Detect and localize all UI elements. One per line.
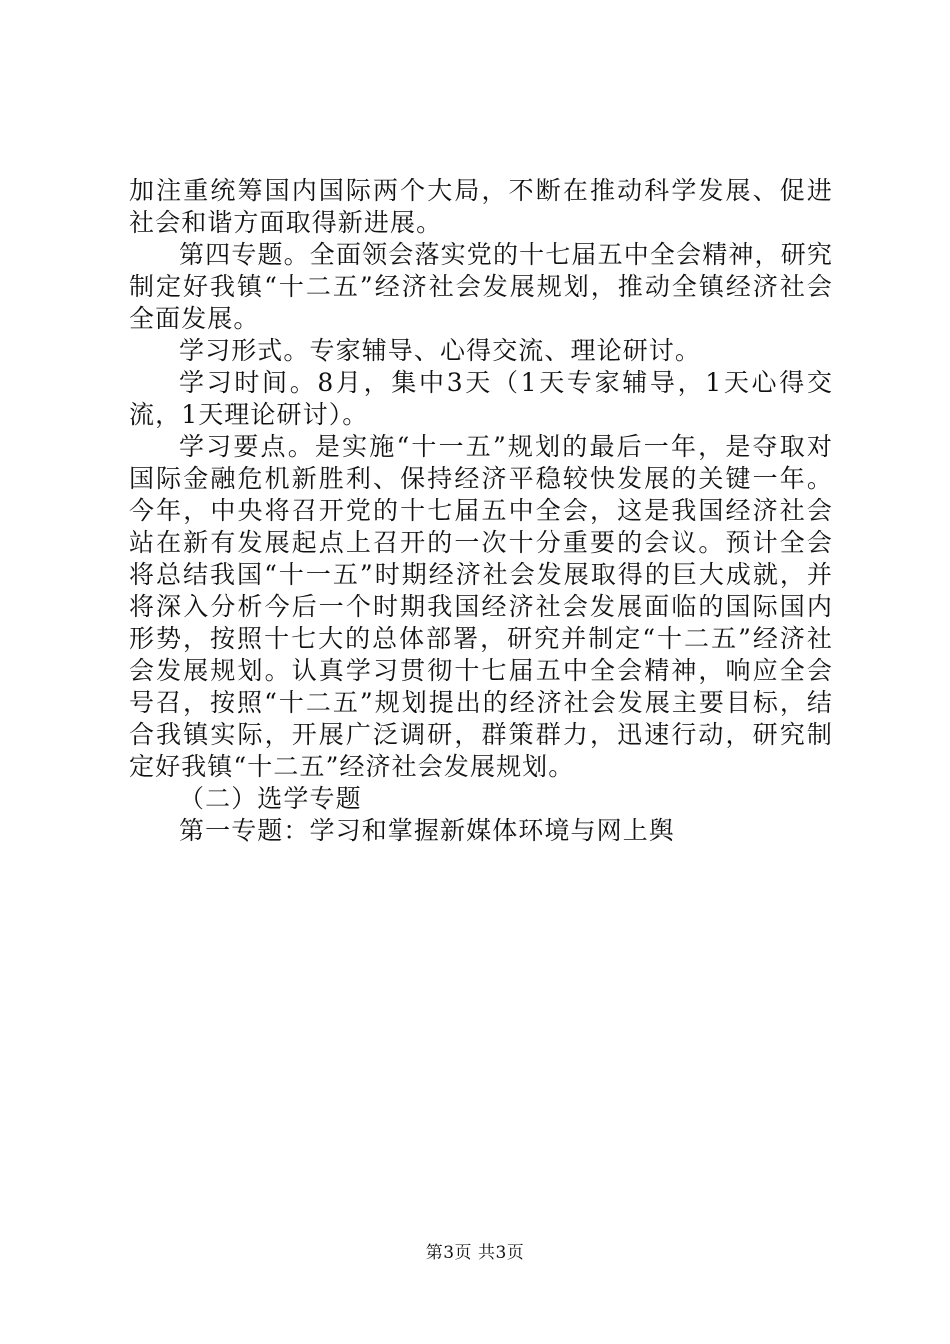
paragraph-continuation: 加注重统筹国内国际两个大局，不断在推动科学发展、促进社会和谐方面取得新进展。 bbox=[129, 176, 833, 237]
paragraph-study-time: 学习时间。8月，集中3天（1天专家辅导，1天心得交流，1天理论研讨）。 bbox=[129, 368, 833, 429]
paragraph-study-points: 学习要点。是实施“十一五”规划的最后一年，是夺取对国际金融危机新胜利、保持经济平稳较快发展的关键一年。今年，中央将召开党的十七届五中全会，这是我国经济社会站在新有发展起点上召开的一次十分重要的会议。预计全会将总结我国“十一五”时期经济社会发展取得的巨大成就，并将深入分析今后一个时期我国经济社会发展面临的国际国内形势，按照十七大的总体部署，研究并制定“十二五”经济社会发展规划。认真学习贯彻十七届五中全会精神，响应全会号召，按照“十二五”规划提出的经济社会发展主要目标，结合我镇实际，开展广泛调研，群策群力，迅速行动，研究制定好我镇“十二五”经济社会发展规划。 bbox=[129, 432, 833, 781]
page-number-footer: 第3页 共3页 bbox=[425, 1243, 525, 1263]
paragraph-study-format: 学习形式。专家辅导、心得交流、理论研讨。 bbox=[179, 336, 702, 365]
document-body bbox=[129, 175, 833, 847]
section-heading-elective-topics: （二）选学专题 bbox=[179, 784, 362, 813]
paragraph-topic-four: 第四专题。全面领会落实党的十七届五中全会精神，研究制定好我镇“十二五”经济社会发展规划，推动全镇经济社会全面发展。 bbox=[129, 240, 833, 333]
paragraph-topic-one: 第一专题：学习和掌握新媒体环境与网上舆 bbox=[179, 816, 675, 845]
